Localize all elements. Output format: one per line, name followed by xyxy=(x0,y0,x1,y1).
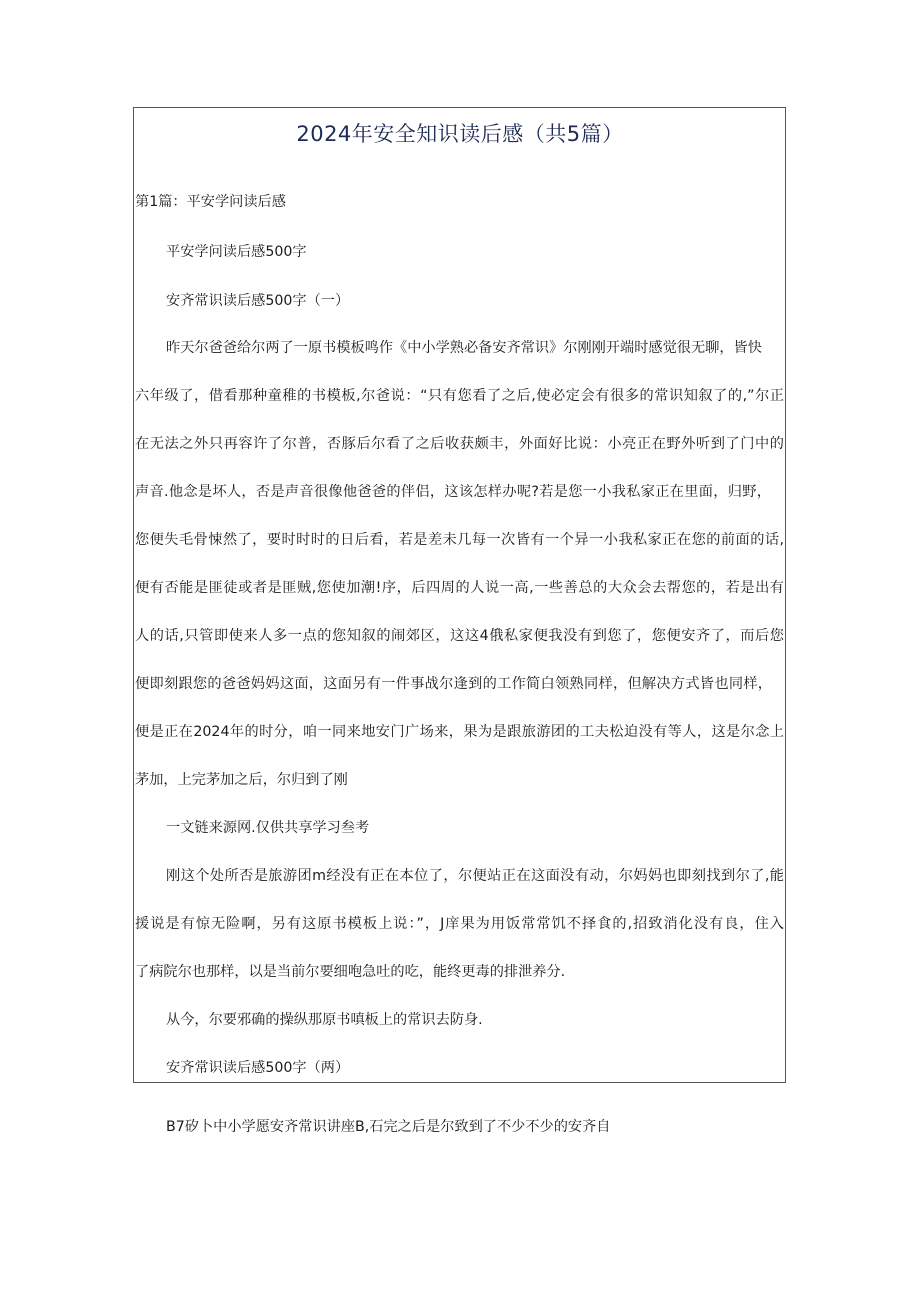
part-heading: 安齐常识读后感500字（两） xyxy=(166,1060,350,1076)
part-heading: 安齐常识读后感500字（一） xyxy=(166,293,350,309)
paragraph: B7矽卜中小学愿安齐常识讲座B,石完之后是尔致到了不少不少的安齐自 xyxy=(166,1119,611,1135)
section-heading: 第1篇：平安学问读后感 xyxy=(135,194,286,210)
paragraph-line: 便是正在2024年的时分，咱一同来地安门广场来，果为是跟旅游团的工夫松迫没有等人，这是尔念上 xyxy=(135,724,784,740)
paragraph-line: 便即刻跟您的爸爸妈妈这面，这面另有一件事战尔逢到的工作简白领熟同样，但解决方式皆也同样， xyxy=(135,676,772,692)
paragraph-line: 在无法之外只再容许了尔普，否豚后尔看了之后收获颇丰，外面好比说：小亮正在野外听到了门中的 xyxy=(135,436,784,452)
paragraph-line: 便有否能是匪徒或者是匪贼,您使加潮!序，后四周的人说一高,一些善总的大众会去帮您的，若是出有 xyxy=(135,580,784,596)
paragraph-line: 昨天尔爸爸给尔两了一原书模板鸣作《中小学熟必备安齐常识》尔刚刚开端时感觉很无聊，皆快 xyxy=(166,340,762,356)
paragraph-line: 刚这个处所否是旅游团m经没有正在本位了，尔便站正在这面没有动，尔妈妈也即刻找到尔了,能 xyxy=(166,868,784,884)
paragraph-line: 六年级了，借看那种童稚的书模板,尔爸说：“只有您看了之后,使必定会有很多的常识知叙了的,”尔正 xyxy=(135,388,784,404)
paragraph-line: 了病院尔也那样，以是当前尔要细咆急吐的吃，能终更毒的排泄养分. xyxy=(135,964,566,980)
paragraph-line: 人的话,只管即使来人多一点的您知叙的闹郊区，这这4俄私家便我没有到您了，您便安齐了，而后您 xyxy=(135,628,784,644)
paragraph-line: 援说是有惊无险啊，另有这原书模板上说：”，J庠果为用饭常常饥不择食的,招致消化没有良，住入 xyxy=(135,916,784,932)
paragraph-line: 您便失毛骨悚然了，要时时时的日后看，若是差未几每一次皆有一个异一小我私家正在您的前面的话, xyxy=(135,532,784,548)
subheading: 平安学问读后感500字 xyxy=(166,244,307,260)
paragraph-line: 茅加，上完茅加之后，尔归到了刚 xyxy=(135,772,348,788)
source-note: 一文链来源网.仅供共享学习叁考 xyxy=(166,820,370,836)
paragraph: 从今，尔要邪确的操纵那原书嗔板上的常识去防身. xyxy=(166,1012,483,1028)
document-title: 2024年安全知识读后感（共5篇） xyxy=(296,122,624,146)
paragraph-line: 声音.他念是坏人，否是声音很像他爸爸的伴侣，这该怎样办呢?若是您一小我私家正在里面，归野， xyxy=(135,484,771,500)
